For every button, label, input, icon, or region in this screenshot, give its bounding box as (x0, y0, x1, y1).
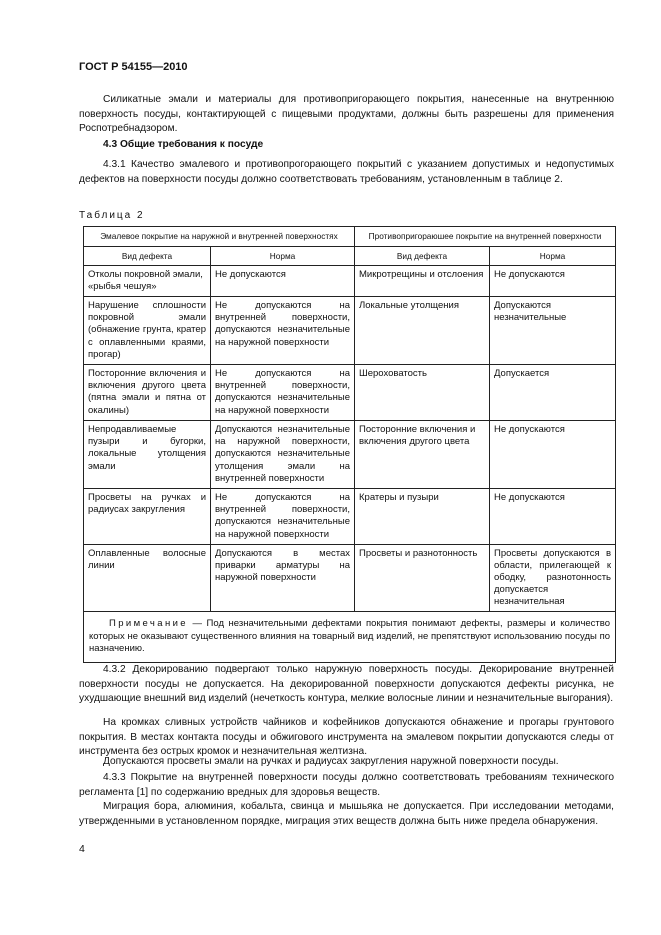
cell-norm: Допускаются в местах приварки арматуры на наружной поверхности (211, 544, 355, 611)
column-header-norm: Норма (490, 247, 616, 266)
table-row (84, 297, 616, 365)
table-row (84, 266, 616, 297)
cell-defect: Нарушение сплошности покровной эмали (обнажение грунта, кратер с оплавленными краями, прогар) (84, 297, 211, 365)
cell-defect: Шероховатость (355, 365, 490, 421)
cell-norm: Допускаются незначительные на наружной поверхности, допускаются незначительные утолщения эмали на внутренней поверхности (211, 421, 355, 489)
paragraph-intro: Силикатные эмали и материалы для противопригорающего покрытия, нанесенные на внутреннюю поверхность посуды, контактирующей с пищевыми продуктами, должны быть разрешены для применения Роспотребнадзором. (79, 94, 614, 135)
table-row (84, 489, 616, 544)
cell-norm: Допускаются незначительные (490, 297, 616, 365)
cell-norm: Не допускаются (490, 489, 616, 544)
cell-norm: Не допускаются на внутренней поверхности, допускаются незначительные на наружной поверхности (211, 365, 355, 421)
cell-defect: Оплавленные волосные линии (84, 544, 211, 611)
cell-defect: Микротрещины и отслоения (355, 266, 490, 297)
cell-defect: Непродавливаемые пузыри и бугорки, локальные утолщения эмали (84, 421, 211, 489)
paragraph-migration: Миграция бора, алюминия, кобальта, свинца и мышьяка не допускается. При исследовании методами, утвержденными в установленном порядке, миграция этих веществ должна быть ниже предела обнаружения. (79, 801, 614, 827)
cell-norm: Не допускаются (490, 266, 616, 297)
cell-defect: Локальные утолщения (355, 297, 490, 365)
cell-norm: Не допускаются на внутренней поверхности, допускаются незначительные на наружной поверхности (211, 489, 355, 544)
paragraph-gaps: Допускаются просветы эмали на ручках и радиусах закругления наружной поверхности посуды. (103, 756, 559, 767)
cell-norm: Не допускаются (211, 266, 355, 297)
cell-norm: Не допускаются на внутренней поверхности, допускаются незначительные на наружной поверхности (211, 297, 355, 365)
cell-defect: Посторонние включения и включения другого цвета (пятна эмали и пятна от окалины) (84, 365, 211, 421)
table-note-row (84, 612, 616, 663)
table-row (84, 421, 616, 489)
cell-defect: Просветы и разнотонность (355, 544, 490, 611)
group-header-enamel: Эмалевое покрытие на наружной и внутренней поверхностях (84, 227, 355, 247)
paragraph-4-3-3: 4.3.3 Покрытие на внутренней поверхности посуды должно соответствовать требованиям технического регламента [1] по содержанию вредных для здоровья веществ. (79, 772, 614, 798)
cell-defect: Отколы покровной эмали, «рыбья чешуя» (84, 266, 211, 297)
paragraph-4-3-2: 4.3.2 Декорированию подвергают только наружную поверхность посуды. Декорирование внутренней поверхности посуды не допускается. На декорированной поверхности допускаются дефекты рисунка, не ухудшающие внешний вид изделий (нечеткость контура, мелкие волосные линии и незначительные выгорания). (79, 664, 614, 705)
paragraph-4-3-1: 4.3.1 Качество эмалевого и противопрогорающего покрытий с указанием допустимых и недопустимых дефектов на поверхности посуды должно соответствовать требованиям, установленным в таблице 2. (79, 159, 614, 185)
table-note (84, 612, 616, 663)
cell-defect: Просветы на ручках и радиусах закругления (84, 489, 211, 544)
document-code: ГОСТ Р 54155—2010 (79, 61, 188, 73)
column-header-norm: Норма (211, 247, 355, 266)
column-header-defect: Вид дефекта (84, 247, 211, 266)
cell-norm: Просветы допускаются в области, прилегающей к ободку, разнотонность допускается незначительная (490, 544, 616, 611)
section-title: 4.3 Общие требования к посуде (103, 139, 264, 150)
cell-norm: Не допускаются (490, 421, 616, 489)
cell-defect: Кратеры и пузыри (355, 489, 490, 544)
table-row (84, 365, 616, 421)
table-row (84, 544, 616, 611)
table-group-header-row (84, 227, 616, 247)
page-number: 4 (79, 843, 85, 855)
defects-table (83, 226, 616, 663)
cell-defect: Посторонние включения и включения другого цвета (355, 421, 490, 489)
note-text: — Под незначительными дефектами покрытия понимают дефекты, размеры и количество которых не оказывают существенного влияния на товарный вид изделий, не препятствуют использованию посуды по назначению. (89, 618, 611, 655)
group-header-nonstick: Противопригораюшее покрытие на внутренней поверхности (355, 227, 616, 247)
note-label: Примечание (109, 618, 188, 630)
paragraph-edges: На кромках сливных устройств чайников и кофейников допускаются обнажение и прогары грунтового покрытия. В местах контакта посуды и обжигового инструмента на эмалевом покрытии допускаются следы от инструмента без острых кромок и незначительная желтизна. (79, 717, 614, 758)
table-column-header-row (84, 247, 616, 266)
cell-norm: Допускается (490, 365, 616, 421)
table-caption: Таблица 2 (79, 210, 145, 221)
column-header-defect: Вид дефекта (355, 247, 490, 266)
